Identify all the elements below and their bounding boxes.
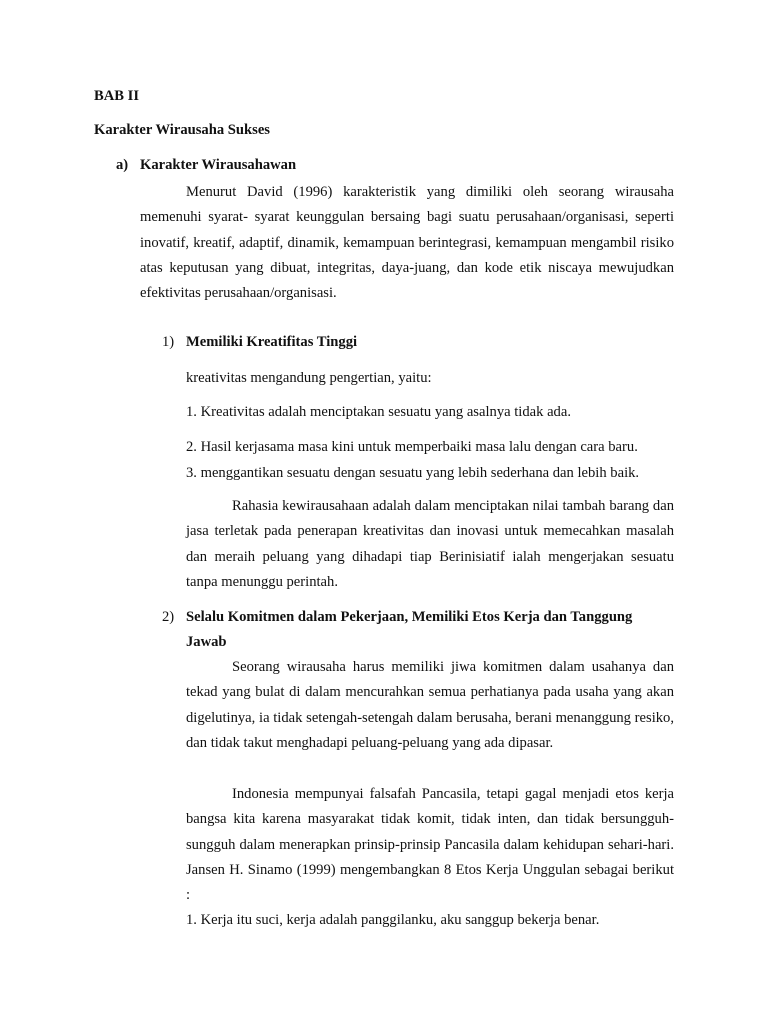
- item-2-list-item-1: 1. Kerja itu suci, kerja adalah panggilanku, aku sanggup bekerja benar.: [186, 912, 600, 928]
- section-a-title: Karakter Wirausahawan: [140, 157, 297, 173]
- section-heading: Karakter Wirausaha Sukses: [94, 122, 270, 138]
- item-1-point-2: 2. Hasil kerjasama masa kini untuk memperbaiki masa lalu dengan cara baru.: [186, 439, 638, 455]
- item-2-paragraph-2: Indonesia mempunyai falsafah Pancasila, tetapi gagal menjadi etos kerja bangsa kita karena masyarakat tidak komit, tidak inten, dan tidak bersungguh-sungguh dalam menerapkan prinsip-prinsip Pancasila dalam kehidupan sehari-hari. Jansen H. Sinamo (1999) mengembangkan 8 Etos Kerja Unggulan sebagai berikut :: [186, 786, 674, 904]
- item-2-title-line-1: Selalu Komitmen dalam Pekerjaan, Memiliki Etos Kerja dan Tanggung: [186, 609, 633, 625]
- item-2-marker: 2): [162, 609, 175, 625]
- item-1-point-1: 1. Kreativitas adalah menciptakan sesuatu yang asalnya tidak ada.: [186, 404, 571, 420]
- item-1-title: Memiliki Kreatifitas Tinggi: [186, 334, 358, 350]
- item-1-intro: kreativitas mengandung pengertian, yaitu:: [186, 370, 432, 386]
- chapter-title: BAB II: [94, 88, 140, 104]
- item-1-paragraph: Rahasia kewirausahaan adalah dalam menciptakan nilai tambah barang dan jasa terletak pada penerapan kreativitas dan inovasi untuk memecahkan masalah dan meraih peluang yang dihadapi tiap Berinisiatif ialah mengerjakan sesuatu tanpa menunggu perintah.: [186, 498, 674, 590]
- item-2-paragraph-1: Seorang wirausaha harus memiliki jiwa komitmen dalam usahanya dan tekad yang bulat di dalam mencurahkan semua perhatianya pada usaha yang akan digelutinya, ia tidak setengah-setengah dalam berusaha, berani menanggung resiko, dan tidak takut menghadapi peluang-peluang yang ada dipasar.: [186, 659, 674, 751]
- item-1-marker: 1): [162, 334, 175, 350]
- section-a-paragraph: Menurut David (1996) karakteristik yang dimiliki oleh seorang wirausaha memenuhi syarat- syarat keunggulan bersaing bagi suatu perusahaan/organisasi, seperti inovatif, kreatif, adaptif, dinamik, kemampuan berintegrasi, kemampuan mengambil risiko atas keputusan yang dibuat, integritas, daya-juang, dan kode etik niscaya mewujudkan efektivitas perusahaan/organisasi.: [140, 184, 674, 302]
- item-1-point-3: 3. menggantikan sesuatu dengan sesuatu yang lebih sederhana dan lebih baik.: [186, 465, 640, 481]
- item-2-title-line-2: Jawab: [186, 634, 227, 650]
- section-a-marker: a): [116, 157, 129, 173]
